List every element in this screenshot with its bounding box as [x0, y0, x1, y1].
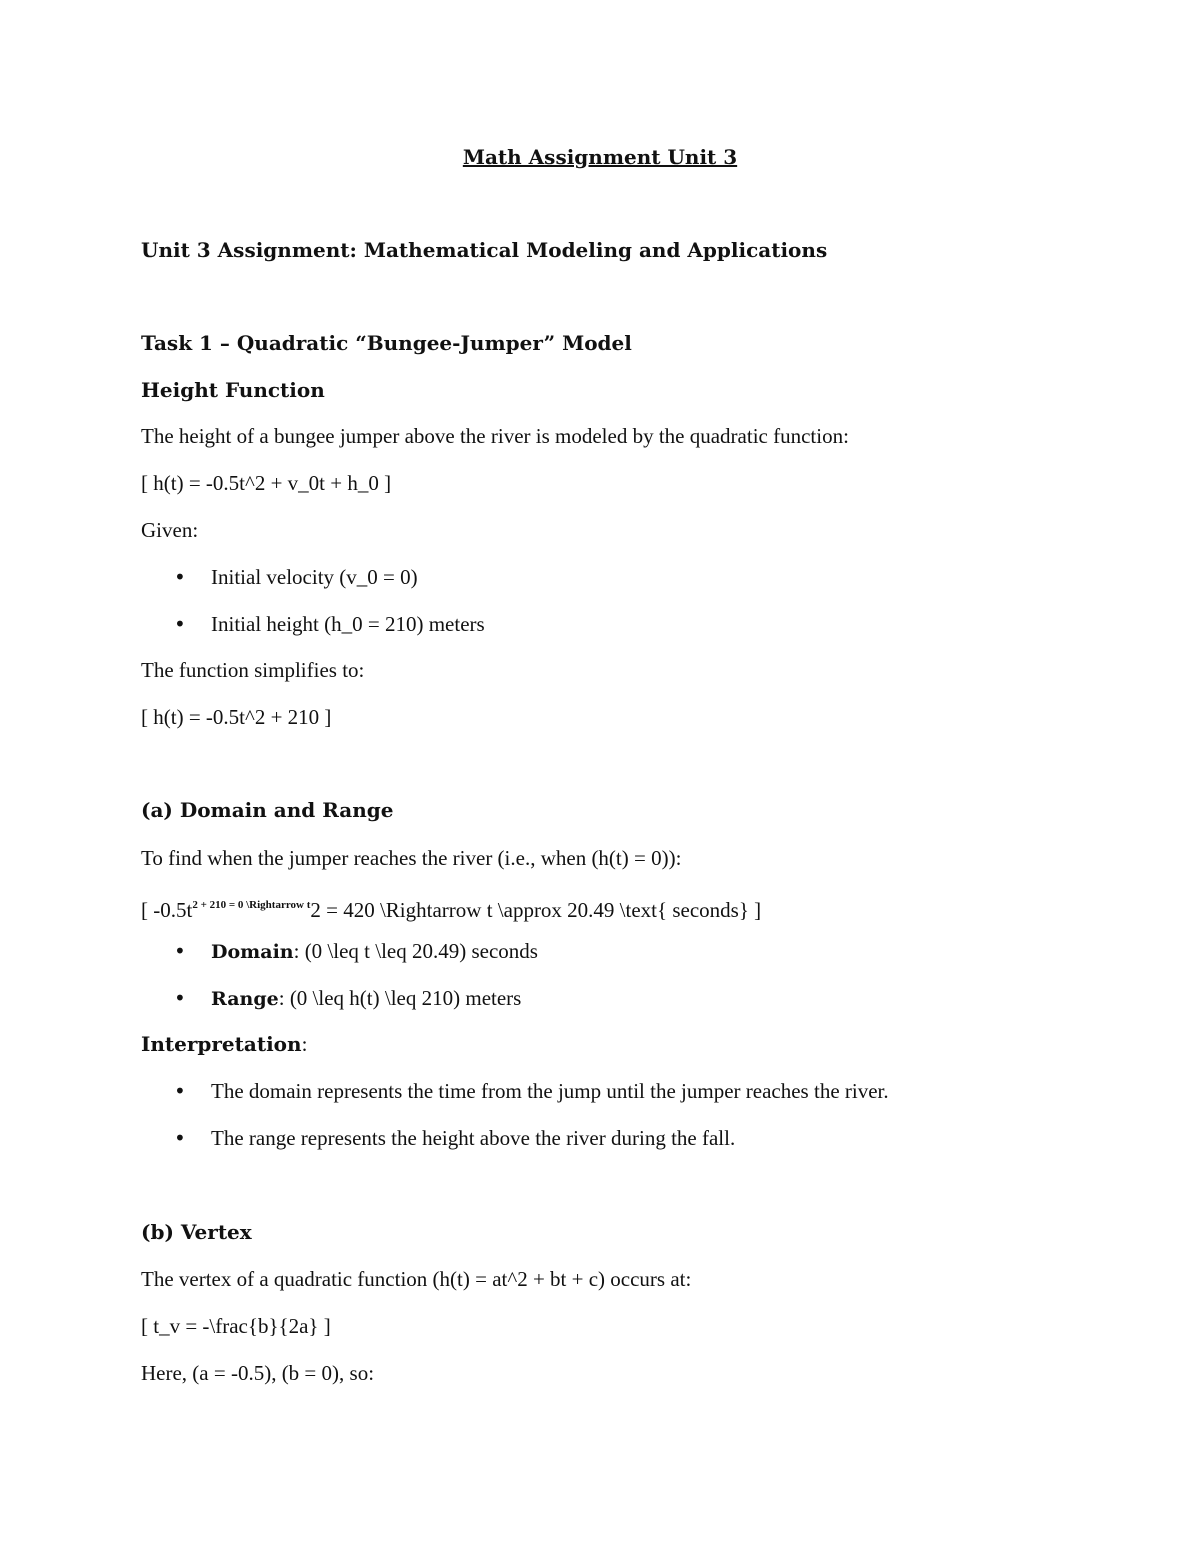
- bullet-glyph: •: [174, 1126, 186, 1150]
- bullet-glyph: •: [174, 1079, 186, 1103]
- bullet-glyph: •: [174, 612, 186, 636]
- domain-label: Domain: [211, 941, 294, 963]
- part-a-equation: [141, 892, 761, 923]
- range-item: [211, 985, 521, 1012]
- part-a-heading: (a) Domain and Range: [141, 798, 394, 822]
- document-title: Math Assignment Unit 3: [462, 145, 738, 169]
- interpretation-item-range: The range represents the height above the river during the fall.: [211, 1126, 736, 1150]
- part-a-intro: To find when the jumper reaches the river (i.e., when (h(t) = 0)):: [141, 846, 682, 870]
- interpretation-label: Interpretation: [141, 1032, 302, 1056]
- given-label: Given:: [141, 518, 199, 542]
- domain-text: : (0 \leq t \leq 20.49) seconds: [293, 939, 538, 963]
- height-formula: [ h(t) = -0.5t^2 + v_0t + h_0 ]: [141, 471, 392, 495]
- given-item-velocity: Initial velocity (v_0 = 0): [211, 565, 418, 589]
- height-function-intro: The height of a bungee jumper above the river is modeled by the quadratic function:: [141, 424, 849, 448]
- part-b-intro: The vertex of a quadratic function (h(t) = at^2 + bt + c) occurs at:: [141, 1267, 692, 1291]
- equation-prefix: [ -0.5t: [141, 898, 193, 922]
- part-b-heading: (b) Vertex: [141, 1220, 252, 1244]
- range-label: Range: [211, 988, 279, 1010]
- equation-suffix: 2 = 420 \Rightarrow t \approx 20.49 \text{ seconds} ]: [310, 898, 762, 922]
- bullet-glyph: •: [174, 565, 186, 589]
- simplified-formula: [ h(t) = -0.5t^2 + 210 ]: [141, 705, 332, 729]
- interpretation-item-domain: The domain represents the time from the jump until the jumper reaches the river.: [211, 1079, 889, 1103]
- given-item-height: Initial height (h_0 = 210) meters: [211, 612, 485, 636]
- domain-item: [211, 938, 538, 965]
- interpretation-colon: :: [301, 1032, 308, 1056]
- task1-heading: Task 1 – Quadratic “Bungee-Jumper” Model: [141, 331, 632, 355]
- part-b-here: Here, (a = -0.5), (b = 0), so:: [141, 1361, 375, 1385]
- equation-superscript: 2 + 210 = 0 \Rightarrow t: [192, 899, 311, 911]
- bullet-glyph: •: [174, 986, 186, 1010]
- range-text: : (0 \leq h(t) \leq 210) meters: [278, 986, 522, 1010]
- vertex-formula: [ t_v = -\frac{b}{2a} ]: [141, 1314, 331, 1338]
- bullet-glyph: •: [174, 939, 186, 963]
- height-function-heading: Height Function: [141, 378, 325, 402]
- assignment-subtitle: Unit 3 Assignment: Mathematical Modeling and Applications: [141, 238, 828, 262]
- interpretation-line: [141, 1031, 307, 1057]
- simplifies-label: The function simplifies to:: [141, 658, 365, 682]
